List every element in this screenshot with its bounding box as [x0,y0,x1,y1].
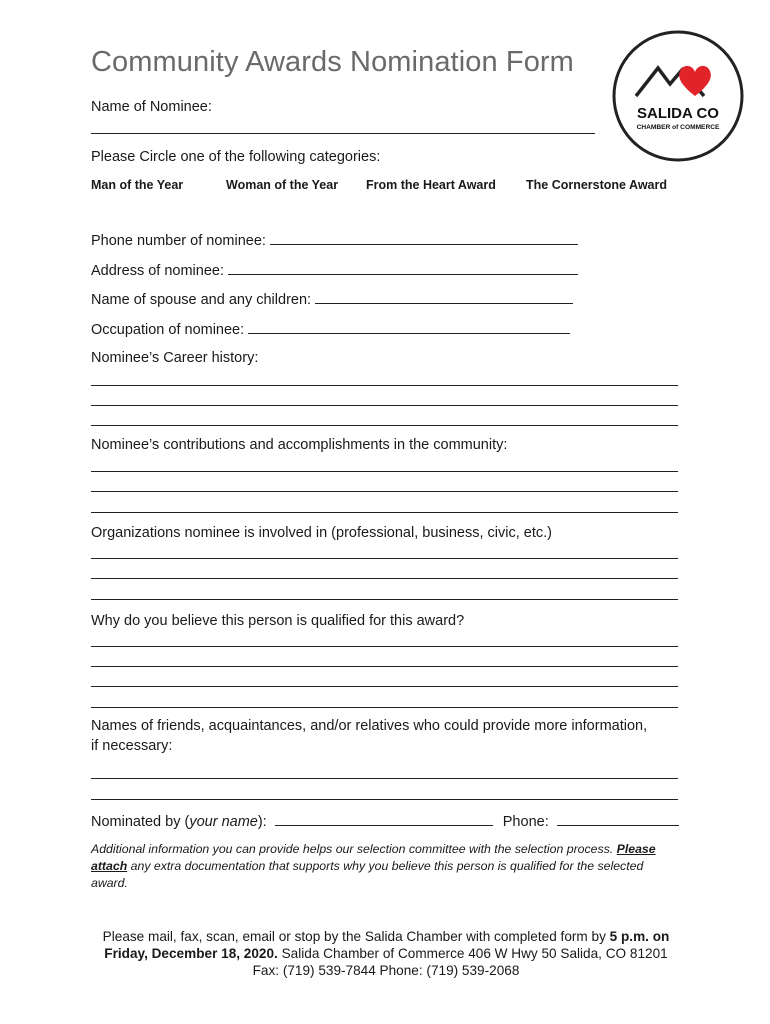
submission-instructions [88,928,684,979]
address-field[interactable] [228,262,578,275]
career-field-line[interactable] [91,425,678,426]
address-label: Address of nominee: [91,263,224,279]
nominated-by-row [91,813,679,830]
category-woman-of-the-year[interactable]: Woman of the Year [226,178,339,192]
nominated-by-label: Nominated by (your name): [91,814,267,830]
phone-field[interactable] [270,232,578,245]
logo-subtitle: CHAMBER of COMMERCE [636,124,720,131]
references-label-continued: if necessary: [91,738,173,754]
nominee-name-label: Name of Nominee: [91,99,212,115]
phone-row [91,232,578,249]
occupation-row [91,321,570,338]
phone-label: Phone number of nominee: [91,233,266,249]
contributions-label: Nominee’s contributions and accomplishments in the community: [91,437,508,453]
qualified-field-line[interactable] [91,686,678,687]
footer-line-1: Please mail, fax, scan, email or stop by the Salida Chamber with completed form by 5 p.m. on [102,929,670,944]
occupation-label: Occupation of nominee: [91,322,245,338]
career-field-line[interactable] [91,405,678,406]
career-field-line[interactable] [91,385,678,386]
nominee-name-field[interactable] [91,133,595,134]
qualified-field-line[interactable] [91,646,678,647]
references-field-line[interactable] [91,778,678,779]
nominator-name-field[interactable] [275,813,493,826]
form-title: Community Awards Nomination Form [91,46,574,78]
contributions-field-line[interactable] [91,471,678,472]
spouse-label: Name of spouse and any children: [91,292,312,308]
address-row [91,262,578,279]
occupation-field[interactable] [248,321,570,334]
contributions-field-line[interactable] [91,491,678,492]
spouse-field[interactable] [315,291,573,304]
salida-chamber-logo [612,30,744,162]
footer-line-3: Fax: (719) 539-7844 Phone: (719) 539-2068 [252,963,520,978]
contributions-field-line[interactable] [91,512,678,513]
career-label: Nominee’s Career history: [91,350,259,366]
qualified-label: Why do you believe this person is qualified for this award? [91,613,465,629]
qualified-field-line[interactable] [91,666,678,667]
footer-line-2: Friday, December 18, 2020. Salida Chamber of Commerce 406 W Hwy 50 Salida, CO 81201 [104,946,668,961]
nominator-phone-label: Phone: [502,814,549,830]
category-from-the-heart[interactable]: From the Heart Award [366,178,496,192]
additional-info-note: Additional information you can provide helps our selection committee with the selection process. Please attach any extra documentation that supports why you believe this person is qualified for the selected award. [91,842,656,890]
organizations-field-line[interactable] [91,578,678,579]
category-cornerstone[interactable]: The Cornerstone Award [526,178,667,192]
logo-name: SALIDA CO [637,105,719,122]
organizations-field-line[interactable] [91,558,678,559]
organizations-label: Organizations nominee is involved in (professional, business, civic, etc.) [91,525,552,541]
categories-prompt: Please Circle one of the following categories: [91,149,381,165]
references-label: Names of friends, acquaintances, and/or relatives who could provide more information, [91,718,648,734]
nominator-phone-field[interactable] [557,813,679,826]
qualified-field-line[interactable] [91,707,678,708]
spouse-row [91,291,573,308]
references-field-line[interactable] [91,799,678,800]
organizations-field-line[interactable] [91,599,678,600]
category-man-of-the-year[interactable]: Man of the Year [91,178,184,192]
